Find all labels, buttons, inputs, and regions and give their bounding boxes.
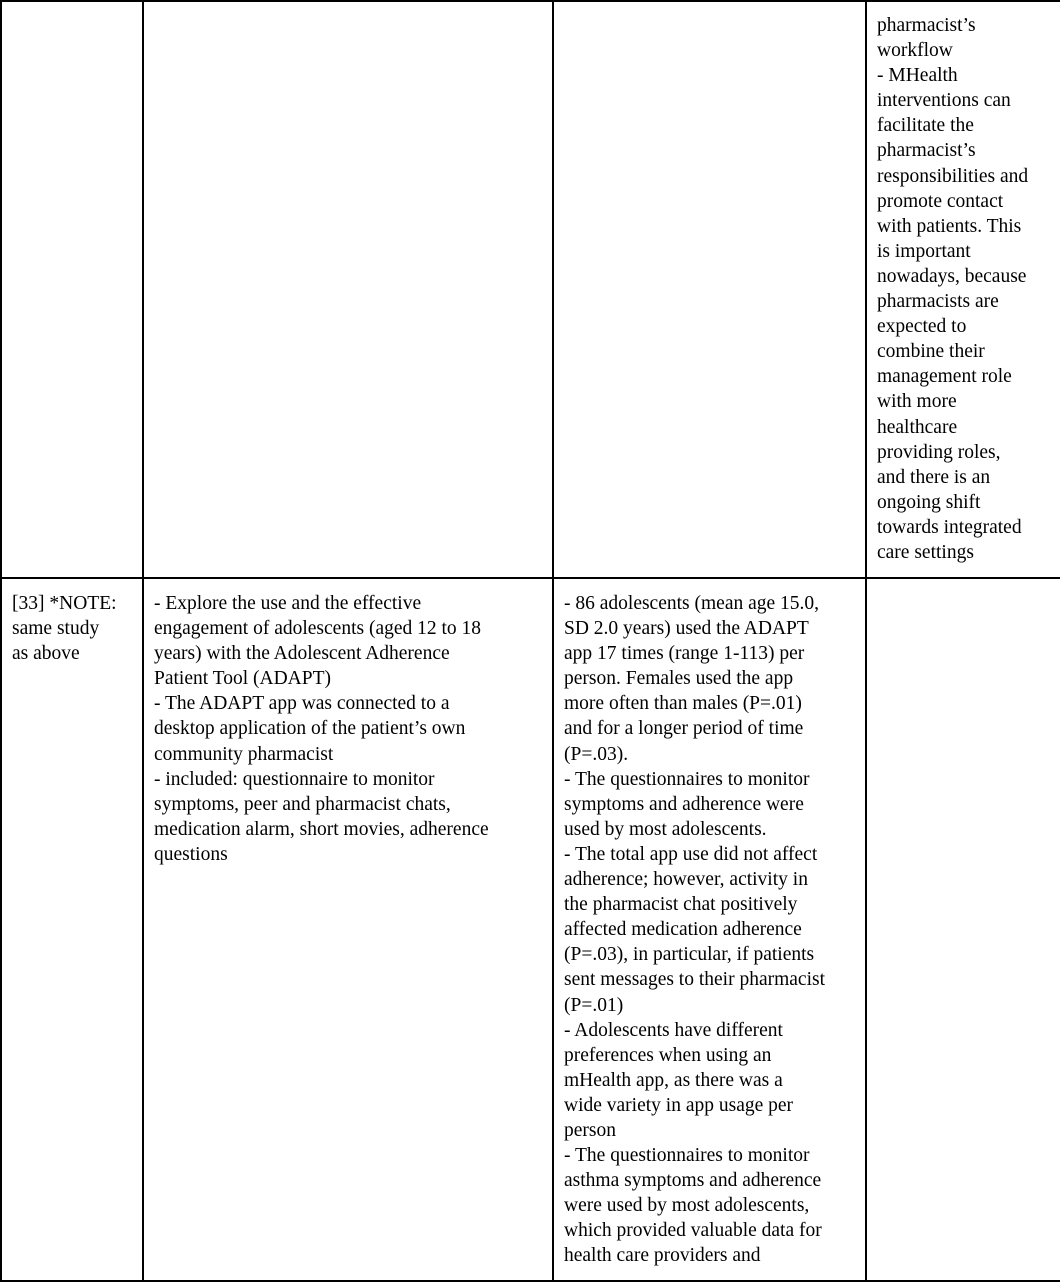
cell-text-line: towards integrated: [877, 516, 1022, 538]
cell-text-line: pharmacist’s: [877, 15, 976, 36]
ref-cell: [1, 1, 143, 578]
cell-text-line: healthcare: [877, 416, 958, 438]
cell-text-line: app 17 times (range 1-113) per: [564, 643, 805, 665]
cell-text-line: (P=.01): [564, 994, 624, 1016]
cell-text-line: Patient Tool (ADAPT): [154, 668, 332, 690]
cell-text-line: same study: [12, 618, 100, 640]
cell-text-line: which provided valuable data for: [564, 1220, 822, 1242]
description-cell: [143, 1, 553, 578]
cell-text-line: symptoms, peer and pharmacist chats,: [154, 793, 451, 815]
cell-text-line: as above: [12, 643, 80, 665]
cell-text-line: adherence; however, activity in: [564, 869, 808, 891]
cell-text-line: - Explore the use and the effective: [154, 593, 422, 614]
cell-text-line: - The questionnaires to monitor: [564, 1145, 810, 1167]
cell-text-line: (P=.03).: [564, 743, 629, 765]
cell-text-line: - included: questionnaire to monitor: [154, 768, 435, 790]
cell-text-line: community pharmacist: [154, 743, 334, 765]
cell-text-line: [33] *NOTE:: [12, 593, 117, 614]
cell-text-line: - The ADAPT app was connected to a: [154, 693, 450, 715]
cell-text-line: with more: [877, 391, 957, 413]
cell-text-line: years) with the Adolescent Adherence: [154, 643, 450, 665]
cell-text-line: asthma symptoms and adherence: [564, 1170, 822, 1192]
cell-text-line: preferences when using an: [564, 1044, 772, 1066]
cell-text-line: workflow: [877, 40, 953, 62]
cell-text-line: expected to: [877, 316, 967, 338]
cell-text-line: used by most adolescents.: [564, 818, 767, 840]
cell-text-line: - MHealth: [877, 65, 958, 87]
findings-cell: [553, 1, 866, 578]
cell-text-line: facilitate the: [877, 115, 974, 137]
table-row: [1, 578, 1060, 1281]
cell-text-line: the pharmacist chat positively: [564, 894, 798, 916]
cell-text-line: nowadays, because: [877, 265, 1027, 287]
cell-text-line: affected medication adherence: [564, 919, 802, 941]
table-row: [1, 1, 1060, 578]
cell-text-line: desktop application of the patient’s own: [154, 718, 466, 740]
cell-text-line: medication alarm, short movies, adherence: [154, 818, 489, 840]
cell-text-line: - The questionnaires to monitor: [564, 768, 810, 790]
cell-text-line: interventions can: [877, 90, 1011, 112]
cell-text-line: - 86 adolescents (mean age 15.0,: [564, 593, 820, 614]
cell-text-line: person. Females used the app: [564, 668, 794, 690]
cell-text-line: were used by most adolescents,: [564, 1195, 810, 1217]
cell-text-line: and there is an: [877, 466, 991, 488]
cell-text-line: and for a longer period of time: [564, 718, 804, 740]
cell-text-line: symptoms and adherence were: [564, 793, 804, 815]
cell-text-line: responsibilities and: [877, 165, 1029, 187]
cell-text-line: promote contact: [877, 190, 1004, 212]
cell-text-line: wide variety in app usage per: [564, 1094, 794, 1116]
cell-text-line: ongoing shift: [877, 491, 981, 513]
cell-text-line: sent messages to their pharmacist: [564, 969, 826, 991]
description-cell: [143, 578, 553, 1281]
findings-cell: [553, 578, 866, 1281]
cell-text-line: providing roles,: [877, 441, 1001, 463]
ref-cell: [1, 578, 143, 1281]
cell-text-line: is important: [877, 240, 971, 262]
cell-text-line: engagement of adolescents (aged 12 to 18: [154, 618, 482, 640]
cell-text-line: (P=.03), in particular, if patients: [564, 944, 815, 966]
notes-cell: [866, 1, 1060, 578]
cell-text-line: management role: [877, 366, 1012, 388]
cell-text-line: more often than males (P=.01): [564, 693, 802, 715]
cell-text-line: questions: [154, 843, 228, 865]
cell-text-line: care settings: [877, 541, 974, 563]
cell-text-line: SD 2.0 years) used the ADAPT: [564, 618, 809, 640]
cell-text-line: with patients. This: [877, 215, 1022, 237]
cell-text-line: person: [564, 1119, 616, 1141]
cell-text-line: health care providers and: [564, 1245, 761, 1267]
notes-cell: [866, 578, 1060, 1281]
cell-text-line: - Adolescents have different: [564, 1019, 783, 1041]
cell-text-line: pharmacists are: [877, 291, 999, 313]
cell-text-line: pharmacist’s: [877, 140, 976, 162]
cell-text-line: mHealth app, as there was a: [564, 1069, 783, 1091]
cell-text-line: combine their: [877, 341, 985, 363]
cell-text-line: - The total app use did not affect: [564, 843, 818, 865]
